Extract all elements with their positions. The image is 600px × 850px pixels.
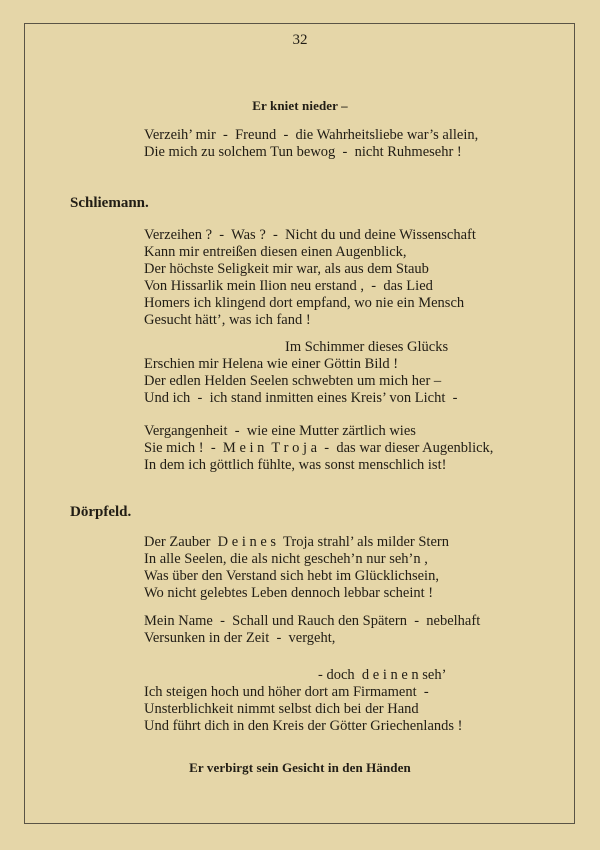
verse-line: Gesucht hätt’, was ich fand ! [144,312,311,328]
verse-line: Homers ich klingend dort empfand, wo nie ein Mensch [144,295,465,311]
verse-line: Erschien mir Helena wie einer Göttin Bild ! [144,356,399,372]
verse-line: Der edlen Helden Seelen schwebten um mich her – [144,373,442,389]
verse-line-indented: - doch d e i n e n seh’ [318,667,447,683]
stage-direction-opening: Er kniet nieder – [252,98,348,113]
verse-line: Die mich zu solchem Tun bewog - nicht Ruhmesehr ! [144,144,462,160]
verse-line: Ich steigen hoch und höher dort am Firmament - [144,684,429,700]
verse-line: Und führt dich in den Kreis der Götter Griechenlands ! [144,718,463,734]
verse-line: Der Zauber D e i n e s Troja strahl’ als milder Stern [144,534,449,550]
speaker-schliemann: Schliemann. [70,195,149,211]
verse-line: Wo nicht gelebtes Leben dennoch lebbar scheint ! [144,585,434,601]
verse-line: Sie mich ! - M e i n T r o j a - das war dieser Augenblick, [144,440,494,456]
verse-stanza-schliemann-2 [144,339,564,407]
verse-stanza-schliemann-3 [144,423,564,474]
verse-line: Kann mir entreißen diesen einen Augenblick, [144,244,407,260]
verse-line: Unsterblichkeit nimmt selbst dich bei der Hand [144,701,419,717]
verse-line: In dem ich göttlich fühlte, was sonst menschlich ist! [144,457,447,473]
page-number: 32 [292,32,308,48]
verse-stanza-dorpfeld-2 [144,613,564,647]
verse-line: Was über den Verstand sich hebt im Glücklichsein, [144,568,439,584]
verse-line: Vergangenheit - wie eine Mutter zärtlich wies [144,423,416,439]
verse-line: In alle Seelen, die als nicht gescheh’n nur seh’n , [144,551,428,567]
verse-stanza-intro [144,127,564,161]
verse-line: Und ich - ich stand inmitten eines Kreis’ von Licht - [144,390,458,406]
verse-stanza-schliemann-1 [144,227,564,329]
verse-line: Versunken in der Zeit - vergeht, [144,630,336,646]
verse-stanza-dorpfeld-1 [144,534,564,602]
verse-stanza-dorpfeld-3 [144,667,564,735]
verse-line: Verzeihen ? - Was ? - Nicht du und deine Wissenschaft [144,227,476,243]
verse-line-indented: Im Schimmer dieses Glücks [285,339,449,355]
speaker-dorpfeld: Dörpfeld. [70,504,132,520]
verse-line: Von Hissarlik mein Ilion neu erstand , - das Lied [144,278,433,294]
verse-line: Der höchste Seligkeit mir war, als aus dem Staub [144,261,429,277]
verse-line: Mein Name - Schall und Rauch den Spätern - nebelhaft [144,613,481,629]
verse-line: Verzeih’ mir - Freund - die Wahrheitsliebe war’s allein, [144,127,479,143]
stage-direction-closing: Er verbirgt sein Gesicht in den Händen [189,760,411,775]
